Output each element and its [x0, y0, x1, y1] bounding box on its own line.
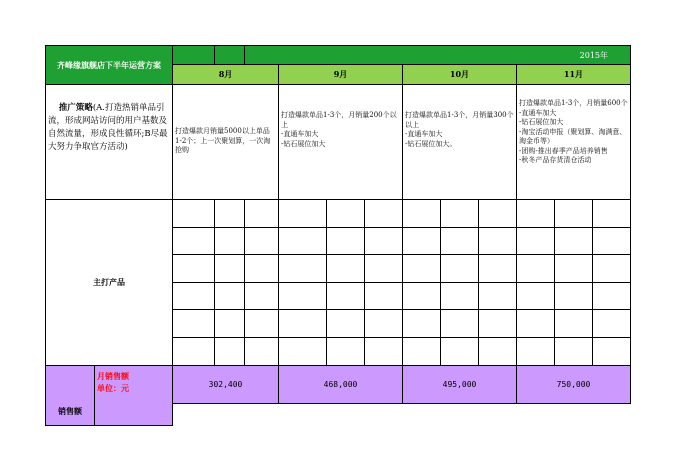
- grid-cell[interactable]: [215, 200, 245, 228]
- grid-cell[interactable]: [441, 200, 479, 228]
- grid-cell[interactable]: [327, 228, 365, 256]
- grid-cell[interactable]: [403, 283, 441, 311]
- grid-cell[interactable]: [365, 228, 403, 256]
- sales-sublabel: 月销售额: [97, 371, 129, 381]
- grid-cell[interactable]: [479, 200, 517, 228]
- grid-cell[interactable]: [215, 310, 245, 338]
- month-header-9[interactable]: 9月: [279, 65, 403, 85]
- grid-cell[interactable]: [555, 228, 593, 256]
- grid-cell[interactable]: [215, 255, 245, 283]
- grid-cell[interactable]: [173, 283, 215, 311]
- grid-cell[interactable]: [245, 310, 279, 338]
- spreadsheet: [45, 45, 631, 416]
- grid-cell[interactable]: [245, 255, 279, 283]
- grid-cell[interactable]: [327, 338, 365, 366]
- sales-value-9[interactable]: 468,000: [279, 366, 403, 404]
- grid-cell[interactable]: [555, 338, 593, 366]
- header-blank-cell[interactable]: [173, 45, 215, 65]
- grid-cell[interactable]: [215, 228, 245, 256]
- sales-sublabel-cell[interactable]: [95, 366, 173, 426]
- grid-cell[interactable]: [403, 310, 441, 338]
- grid-cell[interactable]: [245, 200, 279, 228]
- grid-cell[interactable]: [441, 283, 479, 311]
- grid-cell[interactable]: [279, 200, 327, 228]
- grid-cell[interactable]: [517, 283, 555, 311]
- grid-cell[interactable]: [555, 310, 593, 338]
- grid-cell[interactable]: [479, 310, 517, 338]
- grid-cell[interactable]: [479, 255, 517, 283]
- grid-cell[interactable]: [327, 200, 365, 228]
- grid-cell[interactable]: [403, 200, 441, 228]
- grid-cell[interactable]: [555, 200, 593, 228]
- grid-cell[interactable]: [593, 338, 631, 366]
- sales-unit: 单位：元: [97, 383, 129, 393]
- grid-cell[interactable]: [365, 338, 403, 366]
- header-year-band[interactable]: [245, 45, 631, 65]
- grid-cell[interactable]: [327, 283, 365, 311]
- grid-cell[interactable]: [517, 228, 555, 256]
- grid-cell[interactable]: [327, 255, 365, 283]
- grid-cell[interactable]: [593, 283, 631, 311]
- product-grid: [173, 200, 631, 366]
- grid-cell[interactable]: [215, 338, 245, 366]
- grid-cell[interactable]: [517, 255, 555, 283]
- plan-cell-9[interactable]: 打造爆款单品1-3个，月销量200个以上 -直通车加大 -钻石展位加大: [279, 85, 403, 200]
- strategy-label: 推广策略: [58, 103, 93, 113]
- grid-cell[interactable]: [441, 310, 479, 338]
- header-blank-cell[interactable]: [215, 45, 245, 65]
- grid-cell[interactable]: [279, 255, 327, 283]
- strategy-cell[interactable]: [45, 85, 173, 200]
- grid-cell[interactable]: [173, 338, 215, 366]
- grid-cell[interactable]: [517, 200, 555, 228]
- grid-cell[interactable]: [403, 228, 441, 256]
- grid-cell[interactable]: [593, 228, 631, 256]
- grid-cell[interactable]: [365, 200, 403, 228]
- grid-cell[interactable]: [403, 338, 441, 366]
- grid-cell[interactable]: [479, 283, 517, 311]
- grid-cell[interactable]: [279, 228, 327, 256]
- month-header-11[interactable]: 11月: [517, 65, 631, 85]
- grid-cell[interactable]: [173, 310, 215, 338]
- grid-cell[interactable]: [593, 310, 631, 338]
- grid-cell[interactable]: [245, 228, 279, 256]
- grid-cell[interactable]: [173, 228, 215, 256]
- grid-cell[interactable]: [365, 283, 403, 311]
- grid-cell[interactable]: [441, 228, 479, 256]
- grid-cell[interactable]: [555, 283, 593, 311]
- grid-cell[interactable]: [517, 338, 555, 366]
- sales-value-11[interactable]: 750,000: [517, 366, 631, 404]
- grid-cell[interactable]: [279, 338, 327, 366]
- grid-cell[interactable]: [245, 338, 279, 366]
- grid-cell[interactable]: [279, 283, 327, 311]
- month-header-8[interactable]: 8月: [173, 65, 279, 85]
- grid-cell[interactable]: [517, 310, 555, 338]
- sales-value-8[interactable]: 302,400: [173, 366, 279, 404]
- sheet-title[interactable]: 齐峰缘旗舰店下半年运营方案: [45, 45, 173, 85]
- grid-cell[interactable]: [441, 255, 479, 283]
- main-product-label[interactable]: 主打产品: [45, 200, 173, 366]
- sales-value-10[interactable]: 495,000: [403, 366, 517, 404]
- grid-cell[interactable]: [403, 255, 441, 283]
- grid-cell[interactable]: [327, 310, 365, 338]
- grid-cell[interactable]: [365, 255, 403, 283]
- grid-cell[interactable]: [173, 255, 215, 283]
- plan-cell-8[interactable]: 打造爆款月销量5000以上单品1-2个；上一次聚划算，一次淘抢购: [173, 85, 279, 200]
- grid-cell[interactable]: [479, 228, 517, 256]
- sales-label[interactable]: 销售额: [45, 366, 95, 426]
- plan-cell-10[interactable]: 打造爆款单品1-3个，月销量300个以上 -直通车加大 -钻石展位加大。: [403, 85, 517, 200]
- grid-cell[interactable]: [441, 338, 479, 366]
- grid-cell[interactable]: [479, 338, 517, 366]
- strategy-text: (A.打造热销单品引流，形成网站访问的用户基数及自然流量，形成良性循环;B尽最大努力争取官方活动): [48, 103, 168, 152]
- year-label: 2015年: [579, 51, 608, 60]
- grid-cell[interactable]: [173, 200, 215, 228]
- grid-cell[interactable]: [279, 310, 327, 338]
- grid-cell[interactable]: [593, 200, 631, 228]
- grid-cell[interactable]: [215, 283, 245, 311]
- month-header-10[interactable]: 10月: [403, 65, 517, 85]
- grid-cell[interactable]: [555, 255, 593, 283]
- plan-cell-11[interactable]: 打造爆款单品1-3个，月销量600个 -直通车加大 -钻石展位加大 -淘宝活动申报（聚划算、淘满意、淘金币等） -团购-推出春季产品培养销售 -秋冬产品存货清仓活动: [517, 85, 631, 200]
- grid-cell[interactable]: [365, 310, 403, 338]
- grid-cell[interactable]: [245, 283, 279, 311]
- grid-cell[interactable]: [593, 255, 631, 283]
